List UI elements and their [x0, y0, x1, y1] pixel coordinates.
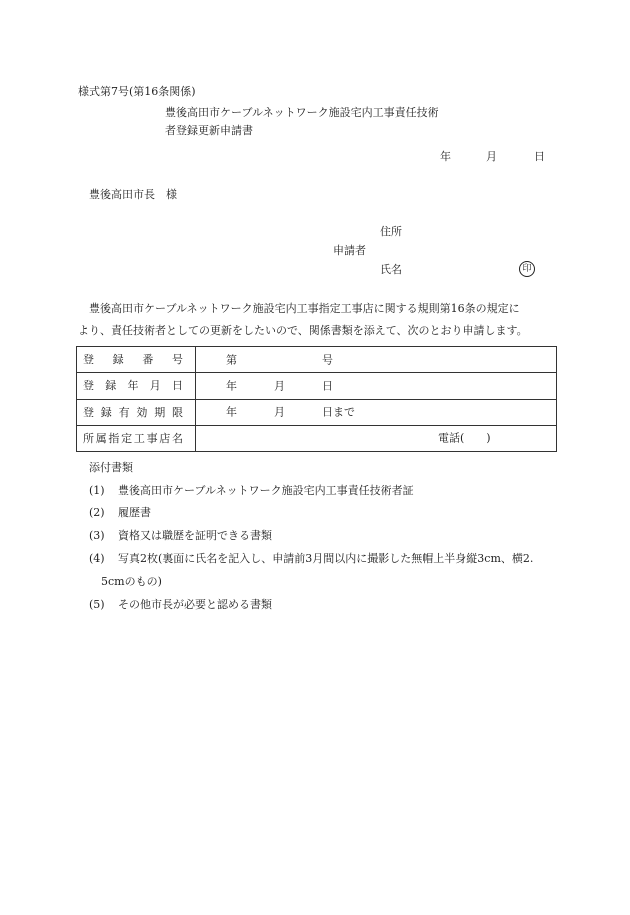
body-text-line2: より、責任技術者としての更新をしたいので、関係書類を添えて、次のとおり申請します。 — [78, 324, 528, 337]
date-month-label: 月 — [486, 150, 497, 163]
registration-number-label: 登録番号 — [77, 347, 196, 373]
body-text-line1: 豊後高田市ケーブルネットワーク施設宅内工事指定工事店に関する規則第16条の規定に — [89, 302, 520, 315]
expiry-date-value — [196, 399, 557, 425]
attachments-heading: 添付書類 — [89, 461, 133, 474]
attachment-item: 履歴書 — [118, 506, 151, 519]
addressee: 豊後高田市長 様 — [89, 188, 177, 201]
table-row — [77, 373, 557, 399]
month-label: 月 — [274, 405, 285, 419]
applicant-label: 申請者 — [333, 244, 366, 257]
day-until-label: 日まで — [322, 405, 355, 419]
document-title-line2: 者登録更新申請書 — [165, 124, 253, 137]
phone-label: 電話( ) — [438, 431, 491, 445]
month-label: 月 — [274, 379, 285, 393]
date-year-label: 年 — [440, 150, 451, 163]
registration-number-value — [196, 347, 557, 373]
registration-date-label: 登録年月日 — [77, 373, 196, 399]
table-row — [77, 347, 557, 373]
year-label: 年 — [226, 379, 237, 393]
day-label: 日 — [322, 379, 333, 393]
contractor-name-label: 所属指定工事店名 — [77, 425, 196, 451]
year-label: 年 — [226, 405, 237, 419]
attachment-number: (5) — [89, 598, 105, 611]
attachment-item: その他市長が必要と認める書類 — [118, 598, 272, 611]
attachment-item: 写真2枚(裏面に氏名を記入し、申請前3月間以内に撮影した無帽上半身縦3cm、横2. — [118, 552, 534, 565]
registration-date-value — [196, 373, 557, 399]
attachment-number: (3) — [89, 529, 105, 542]
seal-icon: 印 — [519, 261, 535, 277]
attachment-item-continuation: 5cmのもの) — [101, 575, 162, 588]
expiry-date-label: 登録有効期限 — [77, 399, 196, 425]
table-row — [77, 399, 557, 425]
attachment-number: (1) — [89, 484, 105, 497]
number-suffix: 号 — [322, 353, 333, 367]
name-label: 氏名 — [380, 263, 402, 276]
number-prefix: 第 — [226, 353, 237, 367]
form-number: 様式第7号(第16条関係) — [78, 85, 196, 98]
attachment-number: (2) — [89, 506, 105, 519]
contractor-name-value — [196, 425, 557, 451]
attachment-item: 資格又は職歴を証明できる書類 — [118, 529, 272, 542]
attachment-item: 豊後高田市ケーブルネットワーク施設宅内工事責任技術者証 — [118, 484, 414, 497]
table-row — [77, 425, 557, 451]
address-label: 住所 — [380, 225, 402, 238]
date-day-label: 日 — [534, 150, 545, 163]
attachment-number: (4) — [89, 552, 105, 565]
document-title-line1: 豊後高田市ケーブルネットワーク施設宅内工事責任技術 — [165, 106, 439, 119]
registration-table — [76, 346, 557, 452]
